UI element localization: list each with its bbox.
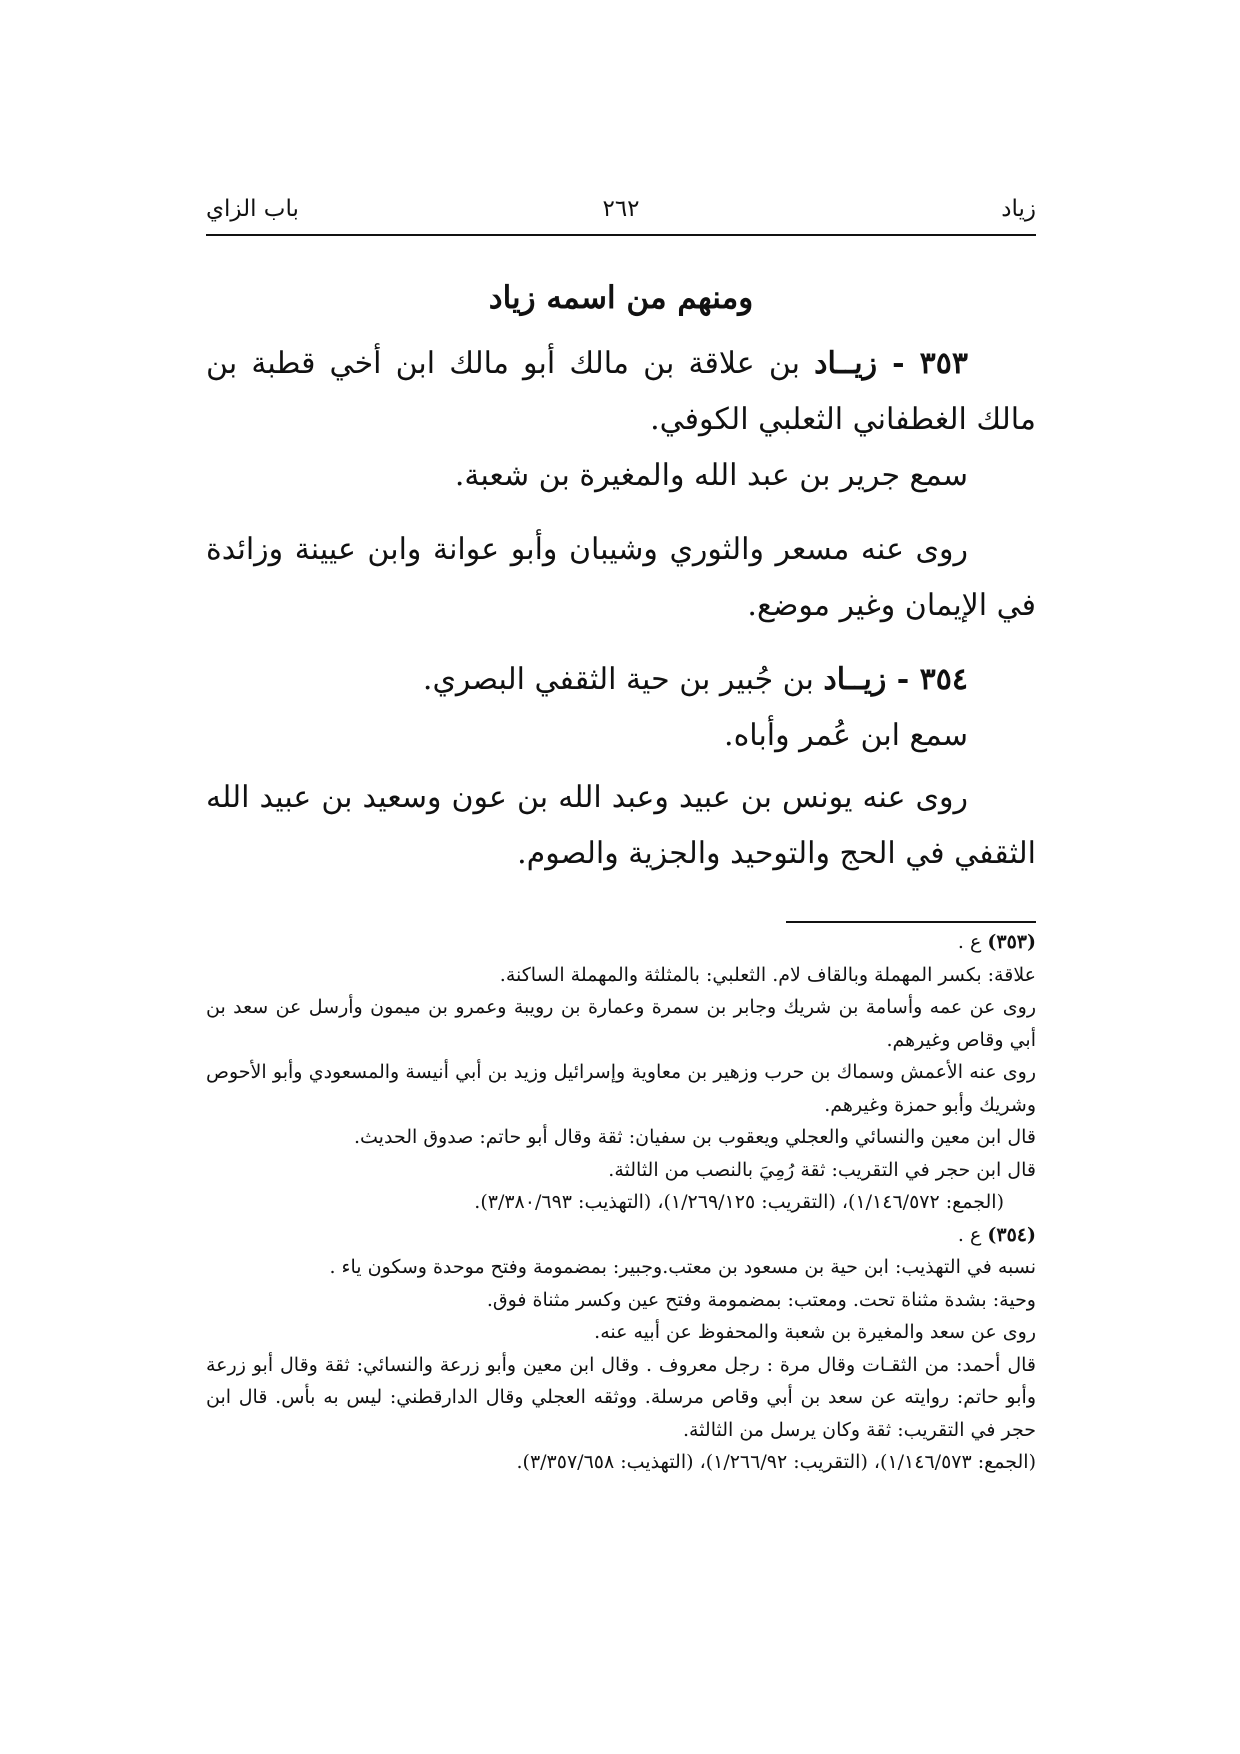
footnote-353-line: روى عنه الأعمش وسماك بن حرب وزهير بن معاوية وإسرائيل وزيد بن أبي أنيسة والمسعودي وأبو الأحوص وشريك وأبو حمزة وغيرهم. — [206, 1061, 1036, 1116]
entry-353-title — [206, 336, 1036, 448]
page-number: ٢٦٢ — [602, 196, 640, 222]
footnote-354-number: (٣٥٤) — [987, 1223, 1036, 1246]
entry-353-name: بن علاقة بن مالك أبو مالك ابن أخي قطبة بن مالك الغطفاني الثعلبي الكوفي. — [206, 346, 1036, 437]
footnote-354-references: (الجمع: ١/١٤٦/٥٧٣)، (التقريب: ١/٢٦٦/٩٢)، (التهذيب: ٣/٣٥٧/٦٥٨). — [516, 1451, 1036, 1473]
footnote-353-line: علاقة: بكسر المهملة وبالقاف لام. الثعلبي: بالمثلثة والمهملة الساكنة. — [499, 963, 1036, 986]
header-entry-name: زياد — [1001, 196, 1036, 222]
footnote-353-references: (الجمع: ١/١٤٦/٥٧٢)، (التقريب: ١/٢٦٩/١٢٥)، (التهذيب: ٣/٣٨٠/٦٩٣). — [474, 1191, 1004, 1213]
footnote-354-line: وحية: بشدة مثناة تحت. ومعتب: بمضمومة وفتح عين وكسر مثناة فوق. — [486, 1288, 1036, 1311]
footnote-354-line: قال أحمد: من الثقـات وقال مرة : رجل معروف . وقال ابن معين وأبو زرعة والنسائي: ثقة وقال أبو زرعة وأبو حاتم: روايته عن سعد بن أبي وقاص مرسلة. ووثقه العجلي وقال الدارقطني: ليس به بأس. قال ابن حجر في التقريب: ثقة وكان يرسل من الثالثة. — [206, 1353, 1036, 1441]
footnote-354-line: نسبه في التهذيب: ابن حية بن مسعود بن معتب.وجبير: بمضمومة وفتح موحدة وسكون ياء . — [329, 1256, 1036, 1278]
header-chapter-title: باب الزاي — [206, 196, 299, 222]
footnote-rule — [786, 921, 1036, 923]
footnote-353-line: روى عن عمه وأسامة بن شريك وجابر بن سمرة وعمارة بن رويبة وعمرو بن ميمون وأرسل عن سعد بن أبي وقاص وغيرهم. — [206, 996, 1036, 1051]
running-header — [206, 196, 1036, 236]
entry-353-heard: سمع جرير بن عبد الله والمغيرة بن شعبة. — [454, 458, 968, 493]
footnote-354-line: روى عن سعد والمغيرة بن شعبة والمحفوظ عن أبيه عنه. — [594, 1321, 1036, 1343]
entry-353-number: ٣٥٣ - زيــاد — [814, 346, 968, 381]
entry-354-title — [206, 652, 1036, 708]
section-heading: ومنهم من اسمه زياد — [488, 280, 754, 316]
entry-353-narrators: روى عنه مسعر والثوري وشيبان وأبو عوانة وابن عيينة وزائدة في الإيمان وغير موضع. — [206, 532, 1036, 623]
footnote-353-line: قال ابن حجر في التقريب: ثقة رُمِيَ بالنصب من الثالثة. — [608, 1158, 1036, 1181]
header-rule — [206, 234, 1036, 236]
footnotes — [206, 926, 1036, 1479]
footnote-353-mark: ع . — [957, 931, 982, 953]
entry-354-narrators: روى عنه يونس بن عبيد وعبد الله بن عون وسعيد بن عبيد الله الثقفي في الحج والتوحيد والجزية والصوم. — [206, 780, 1036, 871]
footnote-354-head — [206, 1219, 1036, 1252]
entry-354-number: ٣٥٤ - زيــاد — [823, 662, 968, 697]
footnote-354-mark: ع . — [957, 1223, 982, 1246]
main-text — [206, 270, 1036, 882]
footnote-353-number: (٣٥٣) — [987, 931, 1036, 953]
footnote-353-line: قال ابن معين والنسائي والعجلي ويعقوب بن سفيان: ثقة وقال أبو حاتم: صدوق الحديث. — [353, 1126, 1036, 1148]
entry-354-heard: سمع ابن عُمر وأباه. — [724, 718, 968, 753]
footnote-353-head — [206, 926, 1036, 959]
entry-354-name: بن جُبير بن حية الثقفي البصري. — [422, 662, 814, 697]
